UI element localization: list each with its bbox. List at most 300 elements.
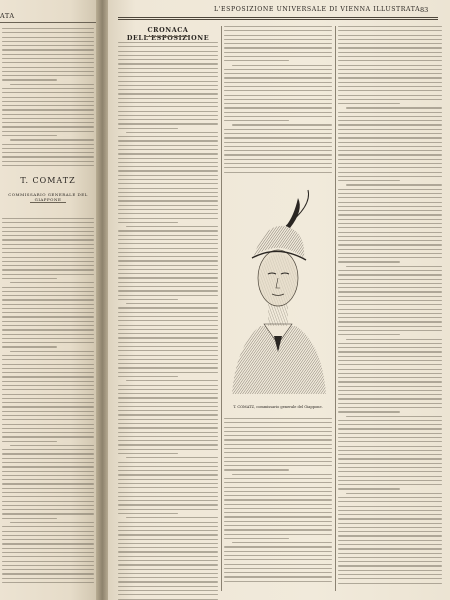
text-line: [2, 67, 94, 68]
text-line: [224, 508, 332, 509]
text-line: [118, 492, 218, 493]
text-line: [118, 145, 218, 146]
text-line: [224, 60, 289, 61]
text-line: [2, 58, 94, 59]
text-line: [224, 559, 332, 560]
text-line: [2, 156, 94, 157]
text-line: [2, 239, 94, 240]
text-line: [338, 99, 442, 100]
text-line: [118, 42, 218, 43]
text-line: [338, 283, 442, 284]
text-line: [118, 543, 218, 544]
text-line: [338, 484, 442, 485]
text-line: [2, 428, 94, 429]
text-line: [338, 476, 442, 477]
text-line: [2, 488, 94, 489]
text-line: [2, 334, 94, 335]
text-line: [224, 478, 332, 479]
text-line: [338, 347, 442, 348]
text-line: [118, 102, 218, 103]
text-line: [118, 89, 218, 90]
text-line: [2, 312, 94, 313]
text-line: [224, 572, 332, 573]
text-line: [224, 26, 332, 27]
text-line: [224, 581, 332, 582]
text-line: [2, 518, 57, 519]
text-line: [2, 231, 94, 232]
text-line: [118, 522, 218, 523]
text-line: [118, 307, 218, 308]
text-line: [224, 512, 332, 513]
text-line: [118, 115, 218, 116]
text-line: [2, 561, 94, 562]
text-line: [118, 359, 218, 360]
text-line: [118, 586, 218, 587]
text-line: [338, 159, 442, 160]
text-line: [118, 500, 218, 501]
text-line: [346, 184, 442, 185]
text-line: [2, 402, 94, 403]
head-rule-thick: [118, 17, 438, 18]
text-line: [338, 82, 442, 83]
text-line: [2, 148, 94, 149]
left-section-subtitle: COMMISSARIO GENERALE DEL GIAPPONE: [8, 192, 88, 202]
text-line: [338, 531, 442, 532]
text-line: [118, 363, 218, 364]
text-line: [224, 521, 332, 522]
text-line: [338, 154, 442, 155]
column2-text-bottom: [224, 418, 332, 585]
column-divider-1: [221, 26, 222, 591]
text-line: [2, 475, 94, 476]
text-line: [2, 32, 94, 33]
text-line: [224, 107, 332, 108]
text-line: [2, 346, 57, 347]
text-line: [118, 440, 218, 441]
text-line: [2, 501, 94, 502]
text-line: [224, 90, 332, 91]
column-divider-2: [335, 26, 336, 591]
text-line: [338, 236, 442, 237]
text-line: [224, 120, 289, 121]
text-line: [224, 133, 332, 134]
column1-text: [118, 42, 218, 600]
text-line: [2, 424, 94, 425]
text-line: [338, 291, 442, 292]
text-line: [338, 309, 442, 310]
text-line: [338, 60, 442, 61]
text-line: [2, 308, 94, 309]
text-line: [118, 590, 218, 591]
text-line: [2, 316, 94, 317]
text-line: [118, 290, 218, 291]
text-line: [118, 419, 218, 420]
text-line: [338, 313, 442, 314]
text-line: [2, 304, 94, 305]
text-line: [118, 496, 218, 497]
text-line: [118, 68, 218, 69]
text-line: [118, 170, 218, 171]
text-line: [224, 154, 332, 155]
text-line: [118, 466, 218, 467]
text-line: [338, 535, 442, 536]
text-line: [118, 111, 218, 112]
column1-title: CRONACA DELL'ESPOSIZIONE: [126, 26, 210, 42]
text-line: [118, 337, 218, 338]
text-line: [224, 56, 332, 57]
column1-title-rule: [146, 36, 190, 37]
text-line: [2, 265, 94, 266]
text-line: [118, 487, 218, 488]
text-line: [118, 76, 218, 77]
text-line: [224, 435, 332, 436]
text-line: [338, 574, 442, 575]
text-line: [224, 448, 332, 449]
text-line: [224, 73, 332, 74]
text-line: [338, 390, 442, 391]
text-line: [224, 439, 332, 440]
text-line: [118, 222, 178, 223]
text-line: [2, 492, 94, 493]
text-line: [338, 167, 442, 168]
text-line: [126, 457, 218, 458]
text-line: [2, 274, 94, 275]
text-line: [2, 565, 94, 566]
column3-text: [338, 26, 442, 587]
text-line: [118, 158, 218, 159]
text-line: [338, 214, 442, 215]
text-line: [338, 253, 442, 254]
text-line: [2, 359, 94, 360]
text-line: [118, 547, 218, 548]
text-line: [118, 577, 218, 578]
text-line: [2, 222, 94, 223]
text-line: [338, 321, 442, 322]
text-line: [2, 122, 94, 123]
text-line: [118, 140, 218, 141]
text-line: [338, 65, 442, 66]
text-line: [346, 266, 442, 267]
text-line: [118, 230, 218, 231]
text-line: [338, 172, 442, 173]
text-line: [2, 244, 94, 245]
text-line: [118, 106, 218, 107]
text-line: [2, 261, 94, 262]
text-line: [118, 188, 218, 189]
text-line: [224, 546, 332, 547]
text-line: [126, 517, 218, 518]
text-line: [2, 325, 94, 326]
text-line: [118, 235, 218, 236]
text-line: [118, 243, 218, 244]
text-line: [118, 299, 178, 300]
text-line: [2, 505, 94, 506]
text-line: [118, 162, 218, 163]
text-line: [338, 360, 442, 361]
text-line: [2, 144, 94, 145]
text-line: [2, 432, 94, 433]
text-line: [338, 232, 442, 233]
text-line: [224, 495, 332, 496]
text-line: [338, 257, 442, 258]
text-line: [118, 286, 218, 287]
text-line: [2, 569, 94, 570]
text-line: [338, 403, 442, 404]
text-line: [338, 86, 442, 87]
text-line: [118, 72, 218, 73]
text-line: [338, 210, 442, 211]
text-line: [2, 466, 94, 467]
text-line: [338, 103, 400, 104]
text-line: [118, 423, 218, 424]
text-line: [232, 542, 332, 543]
text-line: [224, 504, 332, 505]
text-line: [338, 386, 442, 387]
text-line: [118, 316, 218, 317]
text-line: [224, 418, 332, 419]
text-line: [338, 373, 442, 374]
text-line: [118, 526, 218, 527]
text-line: [338, 150, 442, 151]
text-line: [118, 479, 218, 480]
text-line: [2, 62, 94, 63]
text-line: [338, 548, 442, 549]
text-line: [338, 356, 442, 357]
text-line: [224, 568, 332, 569]
text-line: [338, 510, 442, 511]
text-line: [224, 431, 332, 432]
text-line: [2, 88, 94, 89]
text-line: [118, 149, 218, 150]
text-line: [338, 420, 442, 421]
text-line: [2, 573, 94, 574]
text-line: [2, 291, 94, 292]
text-line: [118, 205, 218, 206]
text-line: [2, 118, 94, 119]
text-line: [2, 321, 94, 322]
text-line: [338, 578, 442, 579]
portrait-caption: T. COMATZ, commissario generale del Giappone.: [233, 405, 323, 409]
right-running-head: L'ESPOSIZIONE UNIVERSALE DI VIENNA ILLUSTRATA: [214, 6, 421, 13]
text-line: [2, 483, 94, 484]
text-line: [338, 518, 442, 519]
text-line: [224, 555, 332, 556]
text-line: [338, 557, 442, 558]
text-line: [118, 329, 218, 330]
text-line: [338, 193, 442, 194]
text-line: [118, 166, 218, 167]
head-rule-thin: [118, 19, 438, 20]
text-line: [118, 444, 218, 445]
text-line: [118, 462, 218, 463]
text-line: [224, 99, 332, 100]
text-line: [2, 295, 94, 296]
text-line: [224, 52, 332, 53]
text-line: [10, 282, 94, 283]
portrait-engraving: [224, 176, 332, 398]
text-line: [338, 506, 442, 507]
text-line: [118, 367, 218, 368]
text-line: [118, 265, 218, 266]
text-line: [224, 499, 332, 500]
text-line: [118, 414, 218, 415]
text-line: [118, 55, 218, 56]
text-line: [338, 544, 442, 545]
text-line: [338, 565, 442, 566]
text-line: [2, 329, 94, 330]
text-line: [2, 75, 94, 76]
text-line: [118, 333, 218, 334]
text-line: [2, 109, 94, 110]
page-number: 83: [420, 6, 429, 14]
text-line: [224, 30, 332, 31]
text-line: [118, 282, 218, 283]
text-line: [2, 41, 94, 42]
text-line: [2, 218, 94, 219]
text-line: [338, 249, 442, 250]
text-line: [118, 509, 218, 510]
text-line: [224, 116, 332, 117]
text-line: [118, 410, 218, 411]
text-line: [2, 376, 94, 377]
text-line: [118, 453, 178, 454]
text-line: [338, 56, 442, 57]
text-line: [338, 95, 442, 96]
text-line: [224, 525, 332, 526]
text-line: [118, 85, 218, 86]
text-line: [338, 124, 442, 125]
text-line: [118, 153, 218, 154]
text-line: [338, 47, 442, 48]
text-line: [338, 116, 442, 117]
left-section-rule: [30, 202, 66, 203]
text-line: [2, 453, 94, 454]
text-line: [224, 482, 332, 483]
text-line: [338, 223, 442, 224]
text-line: [2, 496, 94, 497]
text-line: [2, 165, 94, 166]
text-line: [338, 39, 442, 40]
text-line: [2, 355, 94, 356]
text-line: [2, 28, 94, 29]
text-line: [338, 90, 442, 91]
text-line: [126, 380, 218, 381]
text-line: [2, 49, 94, 50]
text-line: [224, 469, 289, 470]
text-line: [338, 73, 442, 74]
text-line: [338, 112, 442, 113]
text-line: [224, 427, 332, 428]
text-line: [118, 346, 218, 347]
text-line: [118, 260, 218, 261]
text-line: [118, 248, 218, 249]
text-line: [224, 444, 332, 445]
text-line: [346, 416, 442, 417]
text-line: [2, 114, 94, 115]
text-line: [338, 317, 442, 318]
text-line: [224, 129, 332, 130]
text-line: [118, 175, 218, 176]
text-line: [2, 71, 94, 72]
text-line: [118, 483, 218, 484]
text-line: [338, 583, 442, 584]
right-page: [108, 0, 450, 600]
text-line: [2, 539, 94, 540]
text-line: [2, 406, 94, 407]
text-line: [2, 509, 94, 510]
text-line: [338, 142, 442, 143]
text-line: [118, 573, 218, 574]
text-line: [126, 226, 218, 227]
text-line: [2, 415, 94, 416]
text-line: [338, 261, 400, 262]
text-line: [118, 504, 218, 505]
text-line: [232, 124, 332, 125]
text-line: [224, 103, 332, 104]
text-line: [2, 471, 94, 472]
text-line: [338, 450, 442, 451]
left-text-block-bottom: [2, 218, 94, 588]
text-line: [338, 364, 442, 365]
text-line: [338, 270, 442, 271]
text-line: [338, 334, 400, 335]
text-line: [338, 197, 442, 198]
text-line: [338, 433, 442, 434]
text-line: [224, 172, 332, 173]
text-line: [338, 553, 442, 554]
text-line: [224, 163, 332, 164]
text-line: [2, 364, 94, 365]
text-line: [2, 152, 94, 153]
text-line: [224, 43, 332, 44]
text-line: [2, 436, 94, 437]
text-line: [338, 206, 442, 207]
text-line: [2, 338, 94, 339]
text-line: [2, 441, 57, 442]
text-line: [118, 534, 218, 535]
text-line: [118, 564, 218, 565]
text-line: [224, 516, 332, 517]
text-line: [2, 535, 94, 536]
text-line: [224, 461, 332, 462]
text-line: [2, 543, 94, 544]
text-line: [232, 65, 332, 66]
text-line: [118, 530, 218, 531]
text-line: [338, 279, 442, 280]
text-line: [118, 213, 218, 214]
text-line: [118, 93, 218, 94]
text-line: [232, 474, 332, 475]
text-line: [338, 467, 442, 468]
text-line: [118, 402, 218, 403]
text-line: [338, 407, 442, 408]
text-line: [224, 47, 332, 48]
text-line: [2, 161, 94, 162]
text-line: [338, 296, 442, 297]
text-line: [10, 522, 94, 523]
text-line: [2, 79, 57, 80]
text-line: [2, 449, 94, 450]
text-line: [2, 394, 94, 395]
text-line: [2, 342, 94, 343]
text-line: [118, 209, 218, 210]
left-text-block-top: [2, 28, 94, 168]
text-line: [338, 304, 442, 305]
text-line: [2, 257, 94, 258]
text-line: [2, 372, 94, 373]
text-line: [338, 424, 442, 425]
text-line: [118, 470, 218, 471]
